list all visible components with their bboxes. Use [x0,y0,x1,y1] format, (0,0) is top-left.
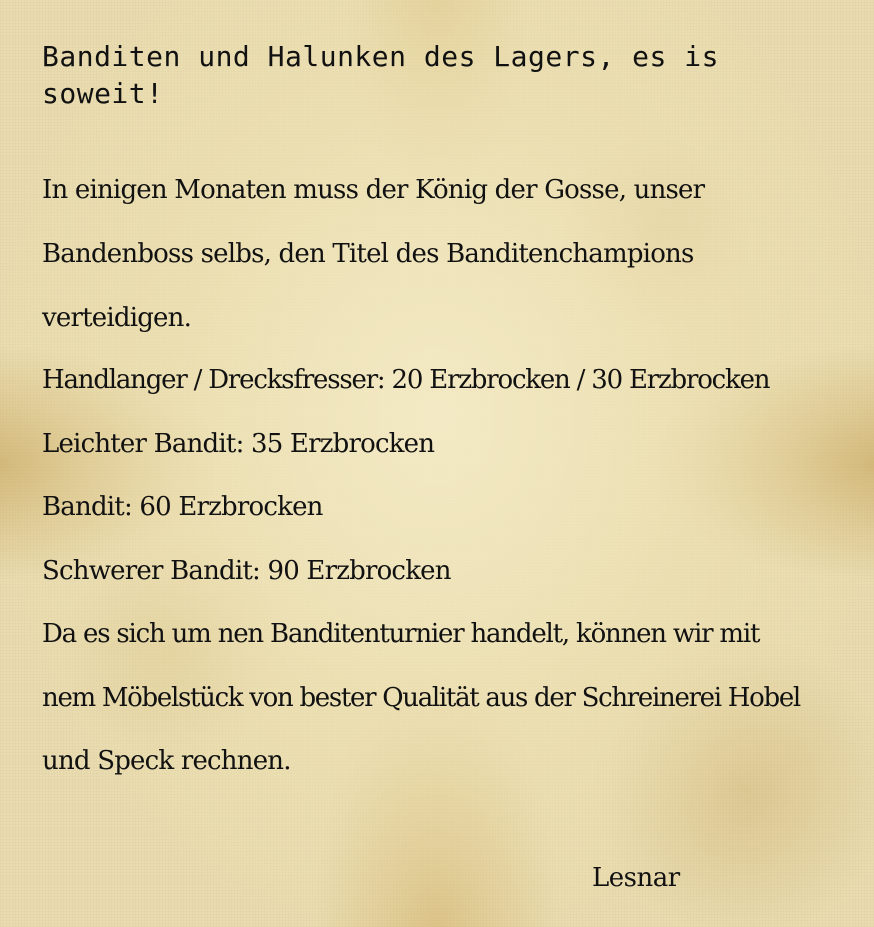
price-line-bandit: Bandit: 60 Erzbrocken [42,492,323,522]
price-line-leichter-bandit: Leichter Bandit: 35 Erzbrocken [42,429,435,459]
price-line-schwerer-bandit: Schwerer Bandit: 90 Erzbrocken [42,556,451,586]
body-line-2: Bandenboss selbs, den Titel des Banditenchampions [42,239,694,269]
body-line-8: Da es sich um nen Banditenturnier handelt, können wir mit [42,619,760,649]
letter-title: Banditen und Halunken des Lagers, es is soweit! [42,40,719,110]
body-line-3: verteidigen. [42,303,192,333]
body-line-9: nem Möbelstück von bester Qualität aus der Schreinerei Hobel [42,683,800,713]
body-line-10: und Speck rechnen. [42,746,291,776]
signature: Lesnar [592,863,680,893]
body-line-1: In einigen Monaten muss der König der Gosse, unser [42,175,705,205]
price-line-handlanger: Handlanger / Drecksfresser: 20 Erzbrocken / 30 Erzbrocken [42,365,770,395]
